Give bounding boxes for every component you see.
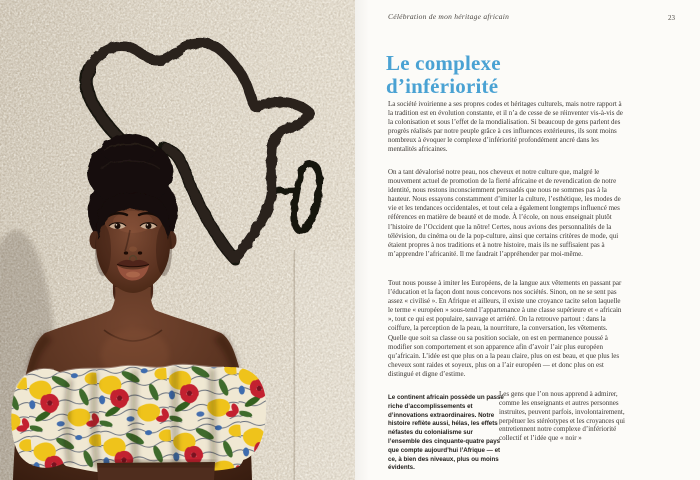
page-title-line1: Le complexe: [386, 51, 501, 75]
hair-top-knot: [101, 134, 157, 164]
page-number: 23: [668, 13, 675, 22]
wall-corner-seam: [294, 250, 296, 480]
footer-column-regular: Les gens que l’on nous apprend à admirer, comme les enseignants et autres personnes instruites, peuvent parfois, involontairement, perpétuer les stéréotypes et les croyances qui entretiennent notre complexe d’infériorité collectif et l’idée que « noir »: [499, 390, 625, 443]
running-header: Célébration de mon héritage africain: [388, 12, 510, 21]
body-paragraph-1: La société ivoirienne a ses propres codes et héritages culturels, mais notre rapport à la tradition est en évolution constante, et il n’a de cesse de se réinventer vis-à-vis de la colonisation et sous l’effet de la mondialisation. Si beaucoup de gens parlent des progrès réalisés par notre peuple grâce à ces influences extérieures, ils sont moins nombreux à évoquer le complexe d’infériorité profondément ancré dans les mentalités africaines.: [388, 100, 623, 154]
body-paragraph-3: Tout nous pousse à imiter les Européens, de la langue aux vêtements en passant par l’éducation et la façon dont nous concevons nos sociétés. Sinon, on ne se sent pas assez « civilisé ». En Afrique et ailleurs, il existe une croyance tacite selon laquelle le terme « européen » sous-tend l’appartenance à une classe supérieure et « africain », tout ce qui est populaire, sauvage et arriéré. On la retrouve partout : dans la coiffure, la perception de la peau, la nourriture, la conversation, les vêtements. Quelle que soit sa classe ou sa position sociale, on est en permanence poussé à modifier son comportement et son apparence afin d’avoir l’air plus européen qu’africain. L’idée est que plus on a la peau claire, plus on est beau, et que plus les cheveux sont raides et soyeux, plus on a l’air européen — et donc plus on est distingué et digne d’estime.: [388, 279, 622, 378]
body-paragraph-2: On a tant dévalorisé notre peau, nos cheveux et notre culture que, malgré le mouvement actuel de promotion de la fierté africaine et de revendication de notre identité, nous restons inconsciemment persuadés que nous ne sommes pas à la hauteur. Nous essayons constamment d’imiter la culture, l’esthétique, les modes de vie et les tendances occidentales, et tout cela a également longtemps influencé mes références en matière de beauté et de mode. À l’école, on nous enseignait plutôt l’histoire de l’Occident que la nôtre! Certes, nous avions des personnalités de la télévision, du cinéma ou de la pop-culture, ainsi que certains critères de mode, qui étaient propres à nos traditions et à notre histoire, mais ils ne suffisaient pas à m’apprendre l’africanité. Il me faudrait l’appréhender par moi-même.: [388, 168, 621, 258]
midriff: [97, 461, 215, 480]
floral-wax-top: [11, 365, 266, 475]
footer-column-bold: Le continent africain possède un passé riche d’accomplissements et d’innovations extraordinaires. Notre histoire reflète aussi, hélas, les effets néfastes du colonialisme sur l’ensemble des cinquante-quatre pays que compte aujourd’hui l’Afrique — et ce, à bien des niveaux, plus ou moins évidents.: [388, 394, 504, 472]
bandeau-top: [55, 365, 248, 475]
text-page: [355, 0, 700, 480]
page-title: [386, 52, 501, 97]
page-title-line2: d’infériorité: [386, 73, 499, 98]
